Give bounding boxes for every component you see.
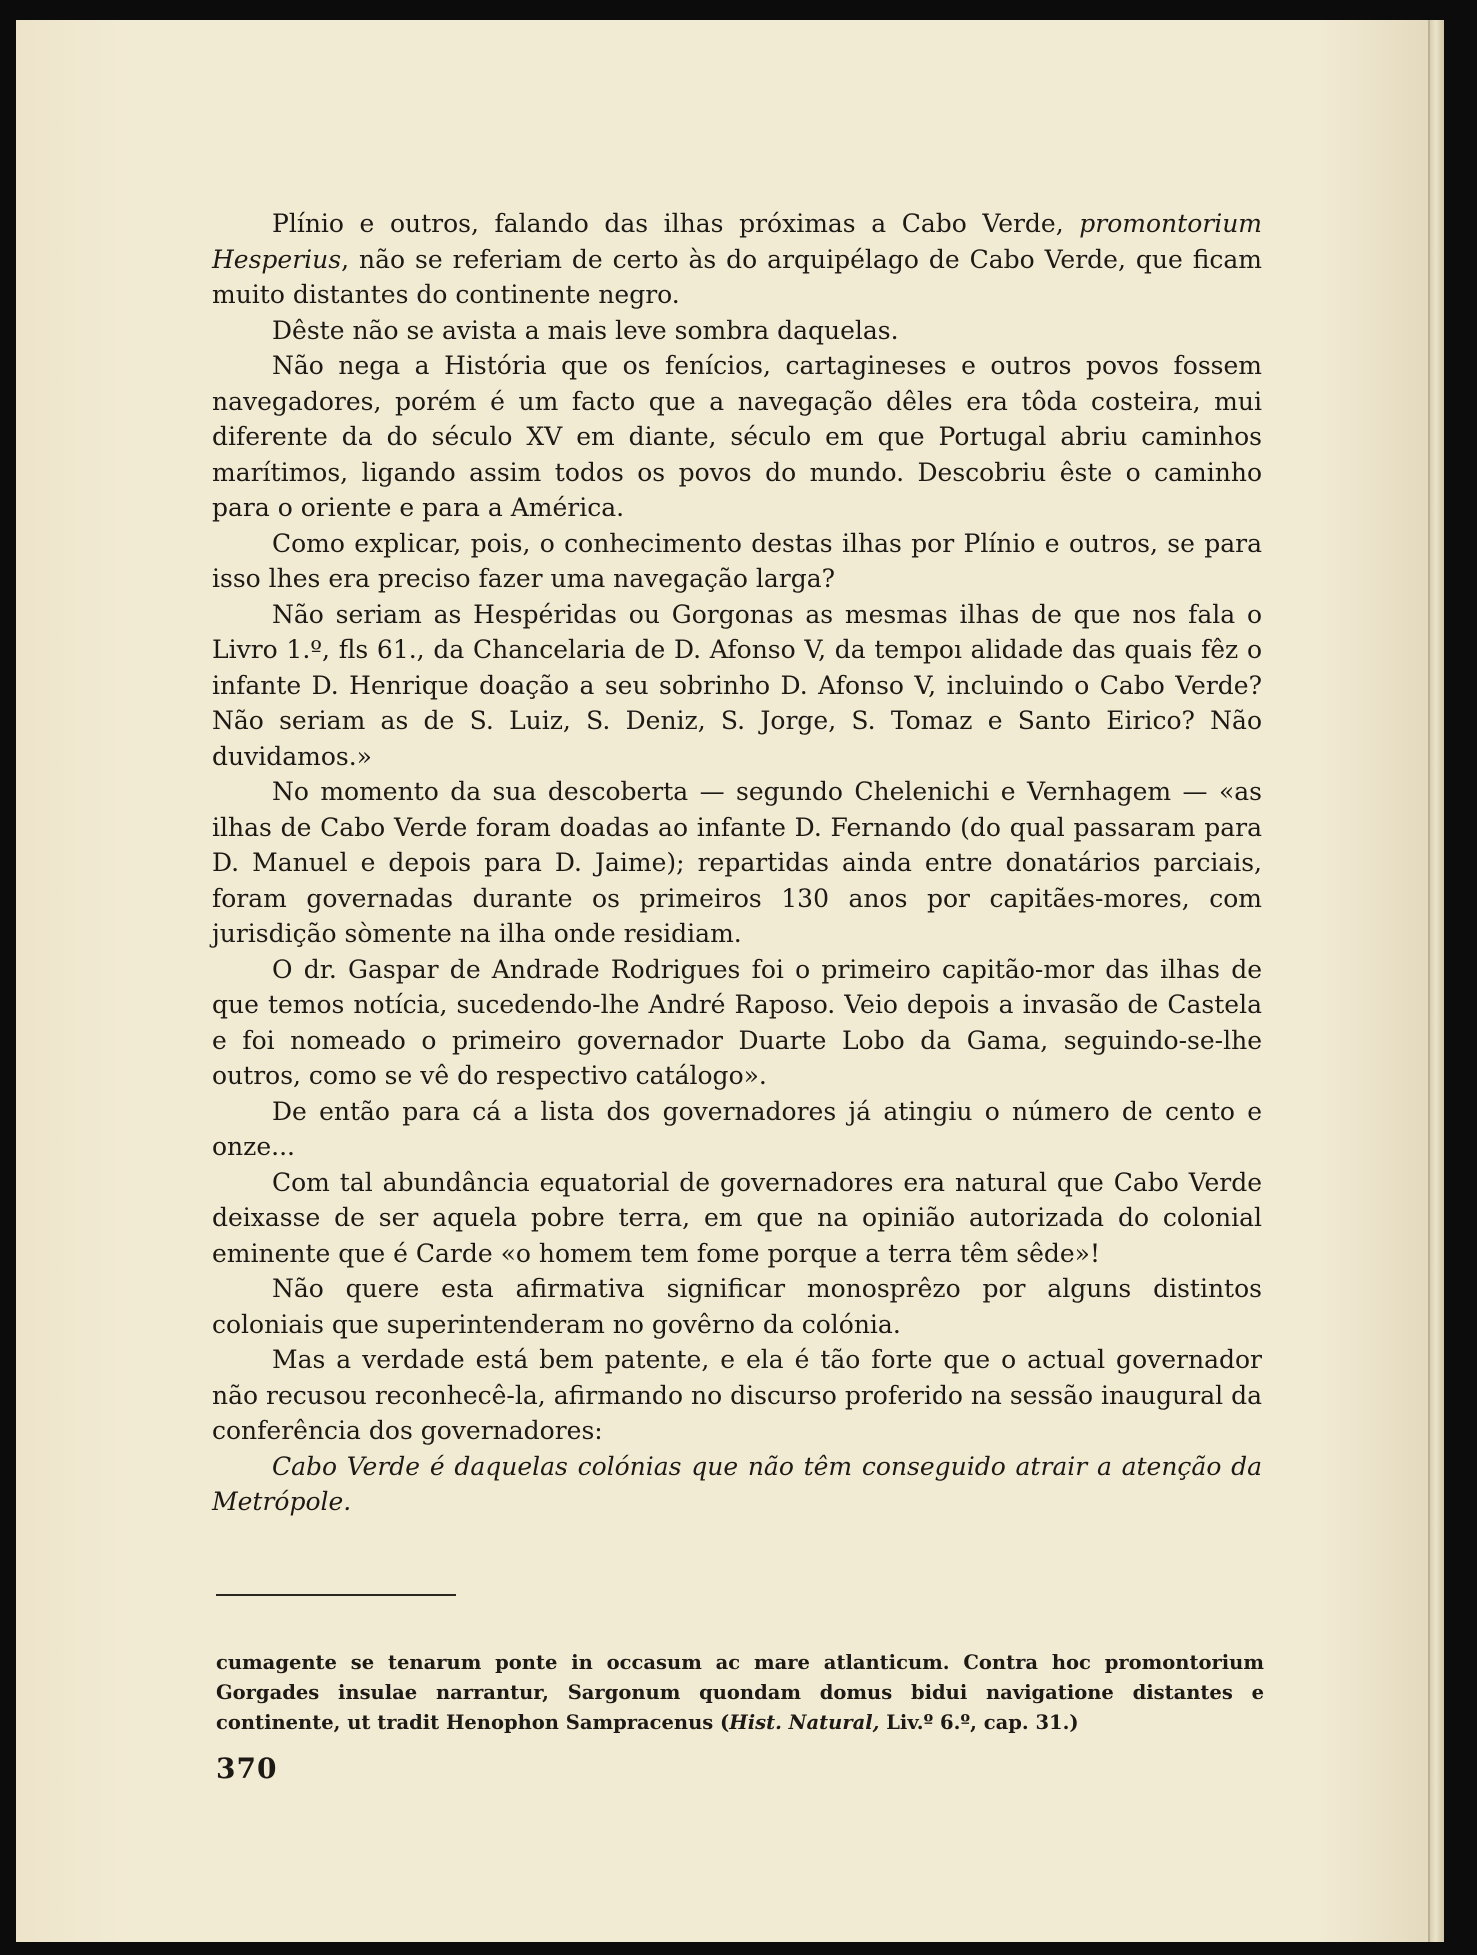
footnote-divider [216,1594,456,1596]
page-edge [1428,20,1444,1942]
footnote [216,1648,1264,1738]
footnote-italic: Hist. Natural, [729,1711,880,1734]
page-number: 370 [216,1752,278,1785]
footnote-text-end: Liv.º 6.º, cap. 31.) [879,1711,1079,1734]
paragraph-5: Não seriam as Hespéridas ou Gorgonas as mesmas ilhas de que nos fala o Livro 1.º, fls 61., da Chancelaria de D. Afonso V, da tempoı alidade das quais fêz o infante D. Henrique doação a seu sobrinho D. Afonso V, incluindo o Cabo Verde? Não seriam as de S. Luiz, S. Deniz, S. Jorge, S. Tomaz e Santo Eirico? Não duvidamos.» [212,599,1262,771]
paragraph-9: Com tal abundância equatorial de governadores era natural que Cabo Verde deixasse de ser aquela pobre terra, em que na opinião autorizada do colonial eminente que é Carde «o homem tem fome porque a terra têm sêde»! [212,1167,1262,1268]
paragraph-4: Como explicar, pois, o conhecimento destas ilhas por Plínio e outros, se para isso lhes era preciso fazer uma navegação larga? [212,528,1262,593]
paragraph-7: O dr. Gaspar de Andrade Rodrigues foi o primeiro capitão-mor das ilhas de que temos notícia, sucedendo-lhe André Raposo. Veio depois a invasão de Castela e foi nomeado o primeiro governador Duarte Lobo da Gama, seguindo-se-lhe outros, como se vê do respectivo catálogo». [212,954,1262,1090]
paragraph-3: Não nega a História que os fenícios, cartagineses e outros povos fossem navegadores, porém é um facto que a navegação dêles era tôda costeira, mui diferente da do século XV em diante, século em que Portugal abriu caminhos marítimos, ligando assim todos os povos do mundo. Descobriu êste o caminho para o oriente e para a América. [212,351,1262,522]
paragraph-1-text-end: , não se referiam de certo às do arquipélago de Cabo Verde, que ficam muito distantes do continente negro. [212,244,1262,309]
paragraph-6: No momento da sua descoberta — segundo Chelenichi e Vernhagem — «as ilhas de Cabo Verde foram doadas ao infante D. Fernando (do qual passaram para D. Manuel e depois para D. Jaime); repartidas ainda entre donatários parciais, foram governadas durante os primeiros 130 anos por capitães-mores, com jurisdição sòmente na ilha onde residiam. [212,777,1262,948]
paragraph-11: Mas a verdade está bem patente, e ela é tão forte que o actual governador não recusou reconhecê-la, afirmando no discurso proferido na sessão inaugural da conferência dos governadores: [212,1345,1262,1445]
body-text [212,206,1262,1520]
paragraph-12-quote: Cabo Verde é daquelas colónias que não têm conseguido atrair a atenção da Metrópole. [212,1451,1262,1516]
paragraph-8: De então para cá a lista dos governadores já atingiu o número de cento e onze... [212,1096,1262,1161]
paragraph-1 [212,206,1262,313]
footnote-text: cumagente se tenarum ponte in occasum ac mare atlanticum. Contra hoc promontorium Gorgades insulae narrantur, Sargonum quondam domus bidui navigatione distantes e continente, ut tradit Henophon Sampracenus ( [216,1651,1264,1734]
paragraph-2: Dêste não se avista a mais leve sombra daquelas. [272,315,899,345]
paragraph-1-text: Plínio e outros, falando das ilhas próximas a Cabo Verde, [272,209,1080,238]
paragraph-10: Não quere esta afirmativa significar monosprêzo por alguns distintos coloniais que superintenderam no govêrno da colónia. [212,1274,1262,1339]
paragraph-1-italic: promontorium Hesperius [212,209,1262,274]
